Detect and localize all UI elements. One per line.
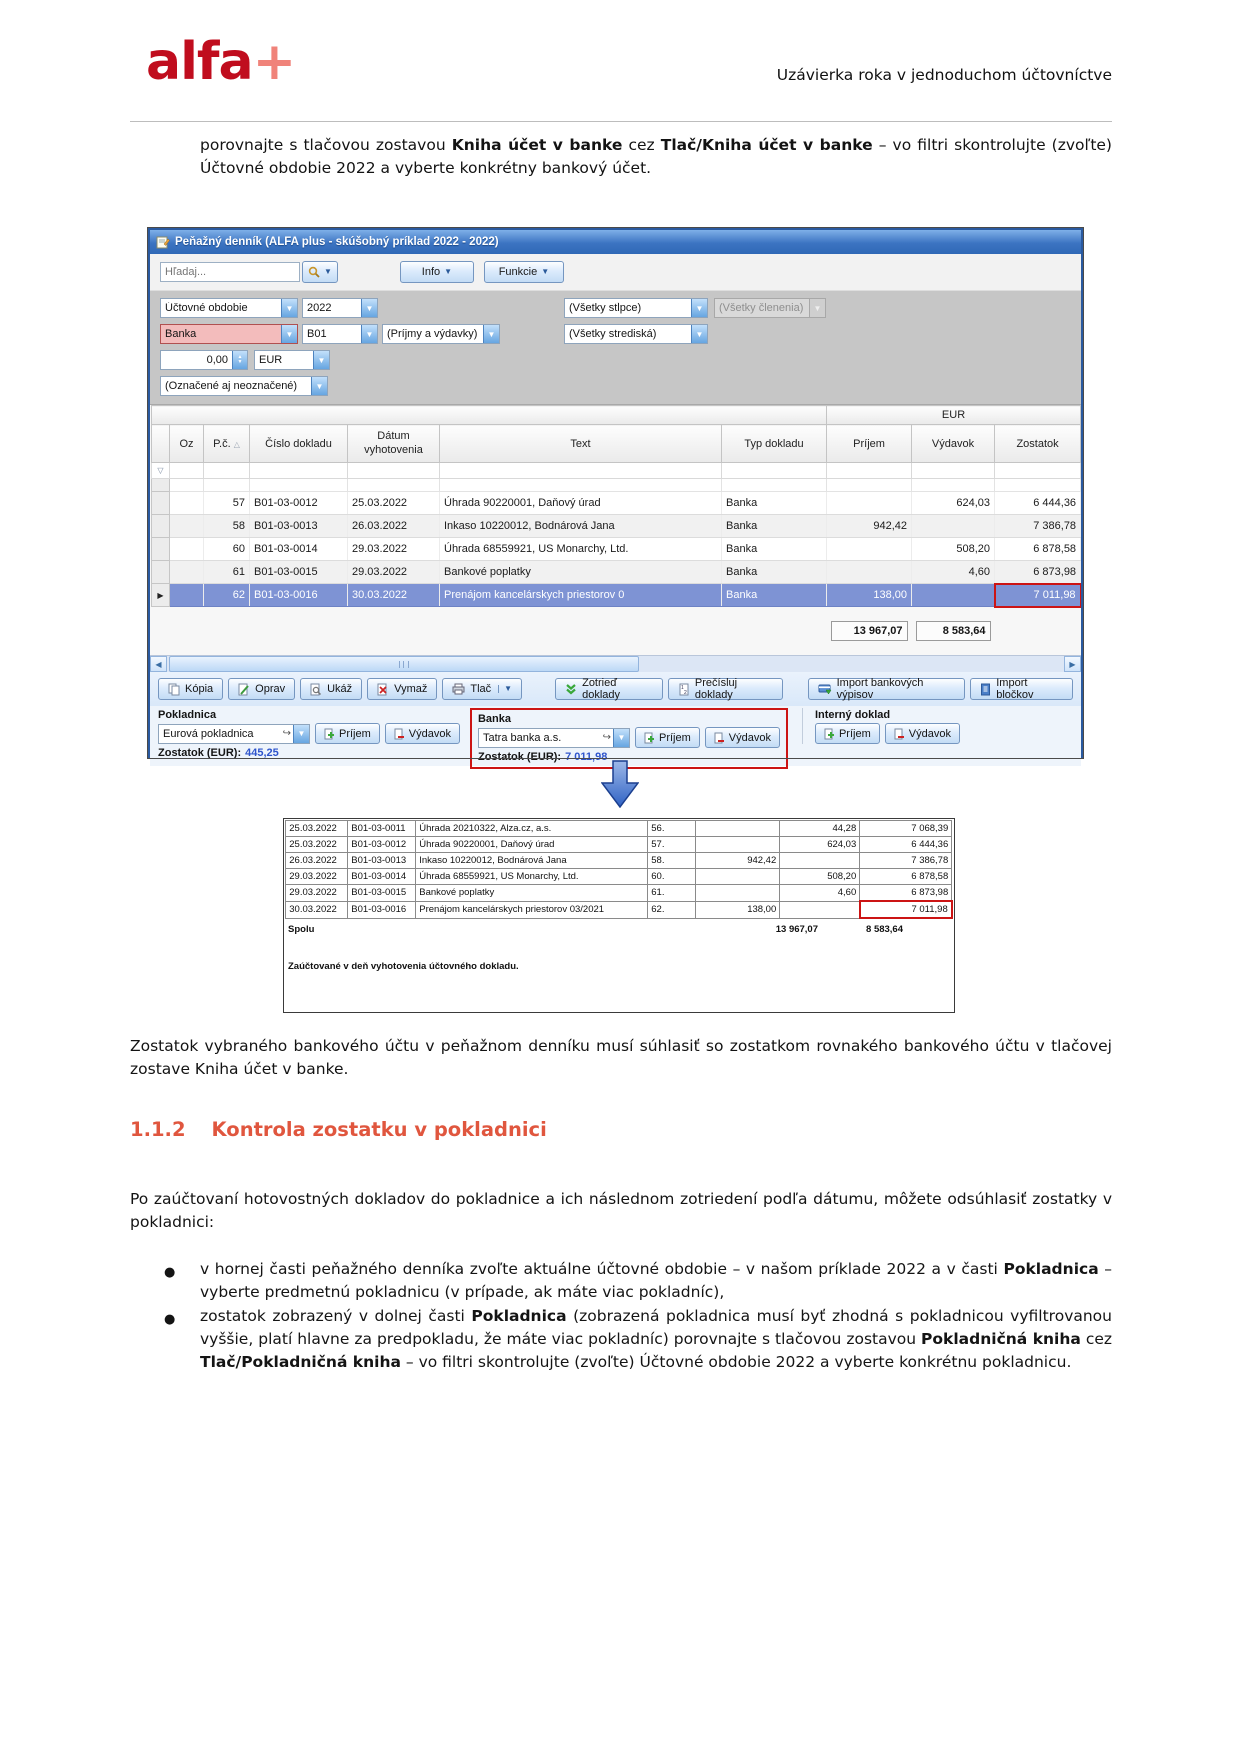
grid-new-row[interactable] [152,479,1081,492]
filter-panel [150,290,1081,404]
logo-plus: + [252,32,296,92]
print-vydavok [780,853,860,869]
bank-code-value: B01 [307,328,327,340]
cell-typ: Banka [722,492,827,515]
logo-text: alfa [146,32,253,92]
print-footnote: Zaúčtované v deň vyhotovenia účtovného dokladu. [288,961,519,972]
cell-typ: Banka [722,538,827,561]
income-icon [644,732,655,744]
cell-text: Úhrada 68559921, US Monarchy, Ltd. [440,538,722,561]
info-button[interactable] [400,261,474,283]
tlac-label: Tlač [470,683,492,695]
bullet-list [148,1258,1112,1375]
vydavok-label: Výdavok [728,731,771,744]
pokladnica-intro-paragraph: Po zaúčtovaní hotovostných dokladov do pokladnice a ich následnom zotriedení podľa dátumu, môžete odsúhlasiť zostatky v pokladnici: [130,1190,1112,1231]
cell-zostatok: 6 873,98 [995,561,1081,584]
print-datum: 25.03.2022 [286,821,348,837]
search-button[interactable] [302,261,338,283]
zostatok-value: 445,25 [245,747,279,759]
print-zostatok: 7 386,78 [860,853,952,869]
header-pc-label: P.č. [213,437,231,450]
precisluj-label: Prečísluj doklady [694,677,738,701]
cell-pc: 61 [204,561,250,584]
window-title: Peňažný denník (ALFA plus - skúšobný príklad 2022 - 2022) [175,236,499,248]
header-vydavok[interactable]: Výdavok [912,425,995,463]
print-num: 60. [648,869,696,885]
print-doklad: B01-03-0013 [348,853,416,869]
print-icon [452,683,465,695]
banka-section [478,713,780,763]
print-prijem [696,869,780,885]
cell-datum: 29.03.2022 [348,561,440,584]
cell-zostatok: 7 386,78 [995,515,1081,538]
cell-zostatok-highlighted: 7 011,98 [995,584,1081,607]
group-header-empty [152,406,827,425]
cell-vydavok: 508,20 [912,538,995,561]
document-header-title: Uzávierka roka v jednoduchom účtovníctve [776,66,1112,84]
cell-typ: Banka [722,515,827,538]
group-header-eur: EUR [827,406,1081,425]
down-arrow [601,760,639,808]
banka-combo[interactable] [478,728,630,748]
table-row[interactable] [152,561,1081,584]
pokladnica-section [158,708,460,759]
print-zostatok: 6 878,58 [860,869,952,885]
bank-code-combo[interactable] [302,324,378,344]
cell-pc: 57 [204,492,250,515]
print-text: Prenájom kancelárskych priestorov 03/2021 [416,901,648,918]
edit-icon [238,683,250,696]
grid-header-row [152,425,1081,463]
tlac-button[interactable] [442,678,522,700]
print-prijem [696,821,780,837]
list-item [148,1258,1112,1303]
print-datum: 25.03.2022 [286,837,348,853]
print-prijem [696,885,780,902]
strediska-value: (Všetky strediská) [569,328,657,340]
toolbar-gap [338,254,400,290]
scroll-right-icon[interactable]: ▶ [1064,656,1081,672]
interny-vydavok-button[interactable] [885,723,960,744]
pokladnica-vydavok-button[interactable] [385,723,460,744]
vymaz-button[interactable] [367,678,437,700]
interny-doklad-section [802,708,960,744]
cell-text: Úhrada 90220001, Daňový úrad [440,492,722,515]
chevron-down-icon: ▼ [691,299,707,317]
copy-icon [168,683,180,696]
header-text[interactable]: Text [440,425,722,463]
cell-pc: 62 [204,584,250,607]
cell-cislo: B01-03-0013 [250,515,348,538]
ukaz-button[interactable] [300,678,362,700]
cell-datum: 25.03.2022 [348,492,440,515]
print-text: Úhrada 90220001, Daňový úrad [416,837,648,853]
cell-text: Prenájom kancelárskych priestorov 0 [440,584,722,607]
print-row [286,901,952,918]
svg-text:2: 2 [683,689,687,696]
selected-row-arrow-icon: ▶ [152,584,170,607]
header-pc[interactable] [204,425,250,463]
zostatok-value: 7 011,98 [565,751,608,763]
chevron-down-icon: ▼ [311,377,327,395]
header-prijem[interactable]: Príjem [827,425,912,463]
strediska-combo[interactable] [564,324,708,344]
income-icon [824,728,835,740]
table-row-selected[interactable] [152,584,1081,607]
delete-icon [377,683,389,696]
period-year-value: 2022 [307,302,332,314]
period-type-value: Účtovné obdobie [165,302,248,314]
pokladnica-combo[interactable] [158,724,310,744]
chevron-down-icon: ▼ [324,267,332,276]
vymaz-label: Vymaž [394,683,428,695]
zostatok-label: Zostatok (EUR): [477,751,562,763]
chevron-down-icon: ▼ [541,267,550,276]
print-zostatok: 6 873,98 [860,885,952,902]
income-icon [324,728,335,740]
renumber-icon [678,683,690,696]
prijem-label: Príjem [838,727,871,740]
print-text: Inkaso 10220012, Bodnárová Jana [416,853,648,869]
kopia-label: Kópia [185,683,214,695]
table-row[interactable] [152,492,1081,515]
currency-value: EUR [259,354,283,366]
scrollbar-thumb[interactable] [169,656,639,672]
import-bankovych-vypisov-button[interactable] [808,678,966,700]
chevron-down-icon: ▼ [281,325,297,343]
flows-value: (Príjmy a výdavky) [387,328,478,340]
scrollbar-track[interactable] [639,656,1064,672]
chevron-down-icon: ▼ [498,685,512,693]
list-item-text: v hornej časti peňažného denníka zvoľte aktuálne účtovné obdobie – v našom príklade 2022 a v časti Pokladnica – vyberte predmetnú pokladnicu (v prípade, ak máte viac pokladníc), [200,1260,1112,1301]
open-record-icon[interactable]: ↪ [602,732,611,743]
chevron-down-icon: ▼ [361,299,377,317]
oprav-button[interactable] [228,678,295,700]
oprav-label: Oprav [255,683,286,695]
interny-prijem-button[interactable] [815,723,880,744]
window-icon [156,235,170,249]
expense-icon [714,732,725,744]
banka-vydavok-button[interactable] [705,727,780,748]
bank-import-icon [818,683,832,695]
pokladnica-zostatok [158,747,460,759]
list-item [148,1305,1112,1373]
print-row [286,821,952,837]
total-prijem: 13 967,07 [831,621,908,641]
action-buttons-bar [150,672,1081,706]
chevron-down-icon: ▼ [444,267,453,276]
header-zostatok[interactable]: Zostatok [995,425,1081,463]
cell-cislo: B01-03-0014 [250,538,348,561]
print-datum: 30.03.2022 [286,901,348,918]
cell-zostatok: 6 878,58 [995,538,1081,561]
spinner-icon: ▲ ▼ [232,351,247,369]
grid-filter-row[interactable] [152,463,1081,479]
print-num: 61. [648,885,696,902]
cell-cislo: B01-03-0012 [250,492,348,515]
import-blockov-label: Import bločkov [996,677,1034,701]
horizontal-scrollbar[interactable] [150,655,1081,672]
print-prijem [696,837,780,853]
cell-cislo: B01-03-0015 [250,561,348,584]
pokladnica-label: Pokladnica [158,709,217,721]
prijem-label: Príjem [658,731,691,744]
chevron-down-icon: ▼ [281,299,297,317]
cell-prijem: 138,00 [827,584,912,607]
print-vydavok: 44,28 [780,821,860,837]
print-zostatok: 6 444,36 [860,837,952,853]
cell-datum: 26.03.2022 [348,515,440,538]
print-row [286,853,952,869]
print-num: 58. [648,853,696,869]
columns-combo[interactable] [564,298,708,318]
chevron-down-icon: ▼ [691,325,707,343]
table-row[interactable] [152,538,1081,561]
svg-text:1: 1 [680,684,684,691]
bullet-icon: ● [164,1265,176,1280]
search-input[interactable] [160,262,300,282]
spolu-label: Spolu [288,923,315,935]
header-typ-dokladu[interactable]: Typ dokladu [722,425,827,463]
expense-icon [394,728,405,740]
amount-value: 0,00 [206,354,228,366]
journal-grid [150,404,1081,655]
print-zostatok-highlighted: 7 011,98 [860,901,952,918]
marked-combo[interactable] [160,376,328,396]
funkcie-button[interactable] [484,261,564,283]
zostatok-label: Zostatok (EUR): [158,747,242,759]
table-row[interactable] [152,515,1081,538]
scroll-left-icon[interactable]: ◀ [150,656,167,672]
print-prijem: 942,42 [696,853,780,869]
cell-cislo: B01-03-0016 [250,584,348,607]
prijem-label: Príjem [339,727,371,740]
print-text: Úhrada 20210322, Alza.cz, a.s. [416,821,648,837]
search-icon [308,266,320,278]
print-vydavok: 4,60 [780,885,860,902]
cell-zostatok: 6 444,36 [995,492,1081,515]
chevron-down-icon: ▼ [361,325,377,343]
header-cislo-dokladu[interactable]: Číslo dokladu [250,425,348,463]
interny-label: Interný doklad [814,709,891,721]
clenenia-combo-disabled [714,298,826,318]
print-row [286,869,952,885]
grid-group-header-row [152,406,1081,425]
header-indicator [152,425,170,463]
print-num: 56. [648,821,696,837]
print-text: Bankové poplatky [416,885,648,902]
bank-filter-combo[interactable] [160,324,298,344]
app-window-penazny-dennik [148,228,1083,763]
print-text: Úhrada 68559921, US Monarchy, Ltd. [416,869,648,885]
expense-icon [894,728,905,740]
banka-prijem-button[interactable] [635,727,700,748]
currency-combo[interactable] [254,350,330,370]
cell-typ: Banka [722,561,827,584]
print-datum: 29.03.2022 [286,885,348,902]
vydavok-label: Výdavok [908,727,951,740]
header-oz[interactable]: Oz [170,425,204,463]
intro-paragraph: porovnajte s tlačovou zostavou Kniha účet v banke cez Tlač/Kniha účet v banke – vo filtri skontrolujte (zvoľte) Účtovné obdobie 2022 a vyberte konkrétny bankový účet. [200,136,1112,177]
cell-text: Bankové poplatky [440,561,722,584]
print-vydavok [780,901,860,918]
print-doklad: B01-03-0014 [348,869,416,885]
header-divider [130,121,1112,122]
banka-label: Banka [477,713,512,725]
kopia-button[interactable] [158,678,223,700]
print-vydavok: 624,03 [780,837,860,853]
scrollbar-grip [399,661,409,668]
section-title: Kontrola zostatku v pokladnici [211,1118,547,1141]
window-titlebar[interactable] [150,230,1081,254]
zotried-label: Zotrieď doklady [582,677,621,701]
spolu-vydavok: 8 583,64 [866,923,903,935]
period-year-combo[interactable] [302,298,378,318]
cell-vydavok [912,515,995,538]
print-doklad: B01-03-0015 [348,885,416,902]
vydavok-label: Výdavok [408,727,451,740]
zostatok-paragraph: Zostatok vybraného bankového účtu v peňažnom denníku musí súhlasiť so zostatkom rovnakého bankového účtu v tlačovej zostave Kniha účet v banke. [130,1037,1112,1078]
cell-datum: 30.03.2022 [348,584,440,607]
cell-prijem [827,561,912,584]
print-row [286,837,952,853]
chevron-down-icon: ▼ [809,299,825,317]
print-prijem: 138,00 [696,901,780,918]
cell-typ: Banka [722,584,827,607]
print-vydavok: 508,20 [780,869,860,885]
window-toolbar [150,254,1081,290]
print-datum: 29.03.2022 [286,869,348,885]
sort-documents-icon [565,683,577,695]
info-label: Info [421,266,441,278]
sort-asc-icon: △ [233,439,240,449]
print-doklad: B01-03-0011 [348,821,416,837]
pokladnica-prijem-button[interactable] [315,723,380,744]
cell-vydavok: 624,03 [912,492,995,515]
precisluj-doklady-button[interactable] [668,678,783,700]
period-type-combo[interactable] [160,298,298,318]
open-record-icon[interactable]: ↪ [282,728,291,739]
print-report-excerpt [283,818,955,1013]
chevron-down-icon: ▼ [613,729,629,747]
banka-combo-value: Tatra banka a.s. [482,731,562,744]
print-num: 57. [648,837,696,853]
filter-icon: ▽ [152,463,170,479]
cell-vydavok [912,584,995,607]
receipt-import-icon [980,683,991,696]
section-heading [130,1118,547,1141]
alfa-logo [146,32,296,92]
cell-datum: 29.03.2022 [348,538,440,561]
print-doklad: B01-03-0012 [348,837,416,853]
columns-value: (Všetky stĺpce) [569,302,642,314]
cell-pc: 58 [204,515,250,538]
amount-stepper[interactable] [160,350,248,370]
print-row [286,885,952,902]
chevron-down-icon: ▼ [293,725,309,743]
import-vypisov-label: Import bankových výpisov [836,677,924,701]
flows-combo[interactable] [382,324,500,344]
cell-prijem [827,538,912,561]
bottom-sections [150,706,1081,766]
bullet-icon: ● [164,1312,176,1328]
zotried-doklady-button[interactable] [555,678,663,700]
spolu-prijem: 13 967,07 [775,923,818,935]
view-icon [310,683,322,696]
cell-prijem: 942,42 [827,515,912,538]
section-number: 1.1.2 [130,1118,186,1141]
cell-prijem [827,492,912,515]
print-datum: 26.03.2022 [286,853,348,869]
chevron-down-icon: ▼ [483,325,499,343]
cell-vydavok: 4,60 [912,561,995,584]
cell-text: Inkaso 10220012, Bodnárová Jana [440,515,722,538]
clenenia-value: (Všetky členenia) [719,302,804,314]
funkcie-label: Funkcie [498,266,538,278]
ukaz-label: Ukáž [327,683,353,695]
total-vydavok: 8 583,64 [916,621,991,641]
header-datum[interactable]: Dátum vyhotovenia [348,425,440,463]
print-doklad: B01-03-0016 [348,901,416,918]
marked-value: (Označené aj neoznačené) [165,380,298,392]
bank-filter-value: Banka [165,328,197,340]
totals-row [152,619,1081,643]
print-zostatok: 7 068,39 [860,821,952,837]
import-blockov-button[interactable] [970,678,1073,700]
print-num: 62. [648,901,696,918]
pokladnica-combo-value: Eurová pokladnica [163,727,254,740]
list-item-text: zostatok zobrazený v dolnej časti Pokladnica (zobrazená pokladnica musí byť zhodná s pokladnicou vyfiltrovanou vyššie, platí hlavne za predpokladu, že máte viac pokladníc) porovnajte s tlačovou zostavou Pokladničná kniha cez Tlač/Pokladničná kniha – vo filtri skontrolujte (zvoľte) Účtovné obdobie 2022 a vyberte konkrétnu pokladnicu. [200,1307,1113,1371]
cell-pc: 60 [204,538,250,561]
chevron-down-icon: ▼ [313,351,329,369]
print-spolu-row [288,921,952,937]
